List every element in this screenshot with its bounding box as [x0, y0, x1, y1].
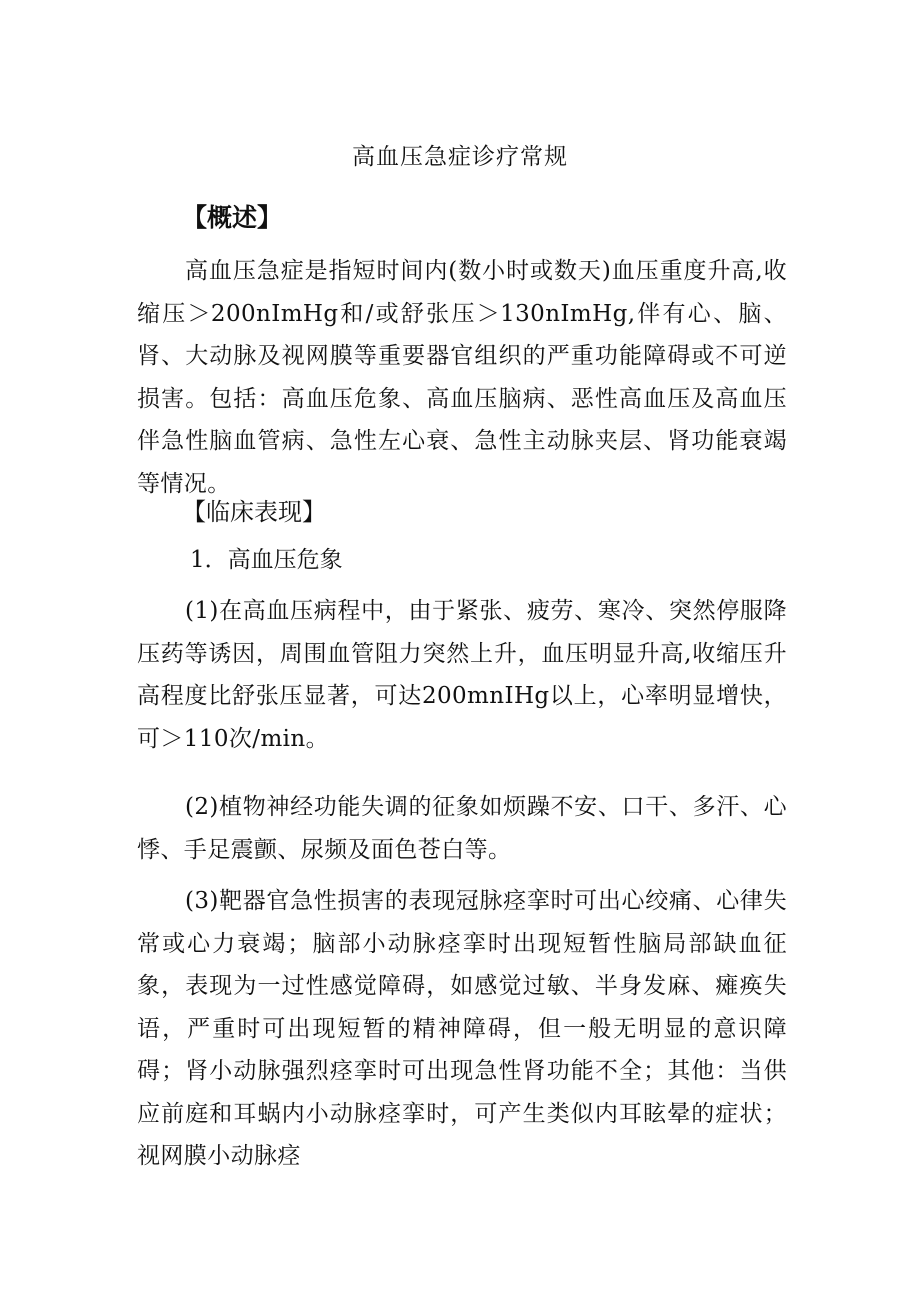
- paragraph-item-1: (1)在高血压病程中，由于紧张、疲劳、寒冷、突然停服降压药等诱因，周围血管阻力突然上升，血压明显升高,收缩压升高程度比舒张压显著，可达200mnIHg以上，心率明显增快，可＞110次/min。: [137, 598, 787, 752]
- paragraph-item-3: (3)靶器官急性损害的表现冠脉痉挛时可出心绞痛、心律失常或心力衰竭；脑部小动脉痉挛时出现短暂性脑局部缺血征象，表现为一过性感觉障碍，如感觉过敏、半身发麻、瘫痪失语，严重时可出现短暂的精神障碍，但一般无明显的意识障碍；肾小动脉强烈痉挛时可出现急性肾功能不全；其他：当供应前庭和耳蜗内小动脉痉挛时，可产生类似内耳眩晕的症状；视网膜小动脉痉: [137, 888, 787, 1169]
- overview-heading: 【概述】: [182, 203, 283, 232]
- clinical-heading: 【临床表现】: [182, 498, 326, 526]
- paragraph-item-2: (2)植物神经功能失调的征象如烦躁不安、口干、多汗、心悸、手足震颤、尿频及面色苍白等。: [137, 794, 787, 863]
- overview-paragraph: 高血压急症是指短时间内(数小时或数天)血压重度升高,收缩压＞200nImHg和/或舒张压＞130nImHg,伴有心、脑、肾、大动脉及视网膜等重要器官组织的严重功能障碍或不可逆损害。包括：高血压危象、高血压脑病、恶性高血压及高血压伴急性脑血管病、急性左心衰、急性主动脉夹层、肾功能衰竭等情况。: [137, 258, 787, 497]
- subheading-hypertensive-crisis: 1．高血压危象: [190, 547, 343, 573]
- page-title: 高血压急症诊疗常规: [352, 144, 568, 170]
